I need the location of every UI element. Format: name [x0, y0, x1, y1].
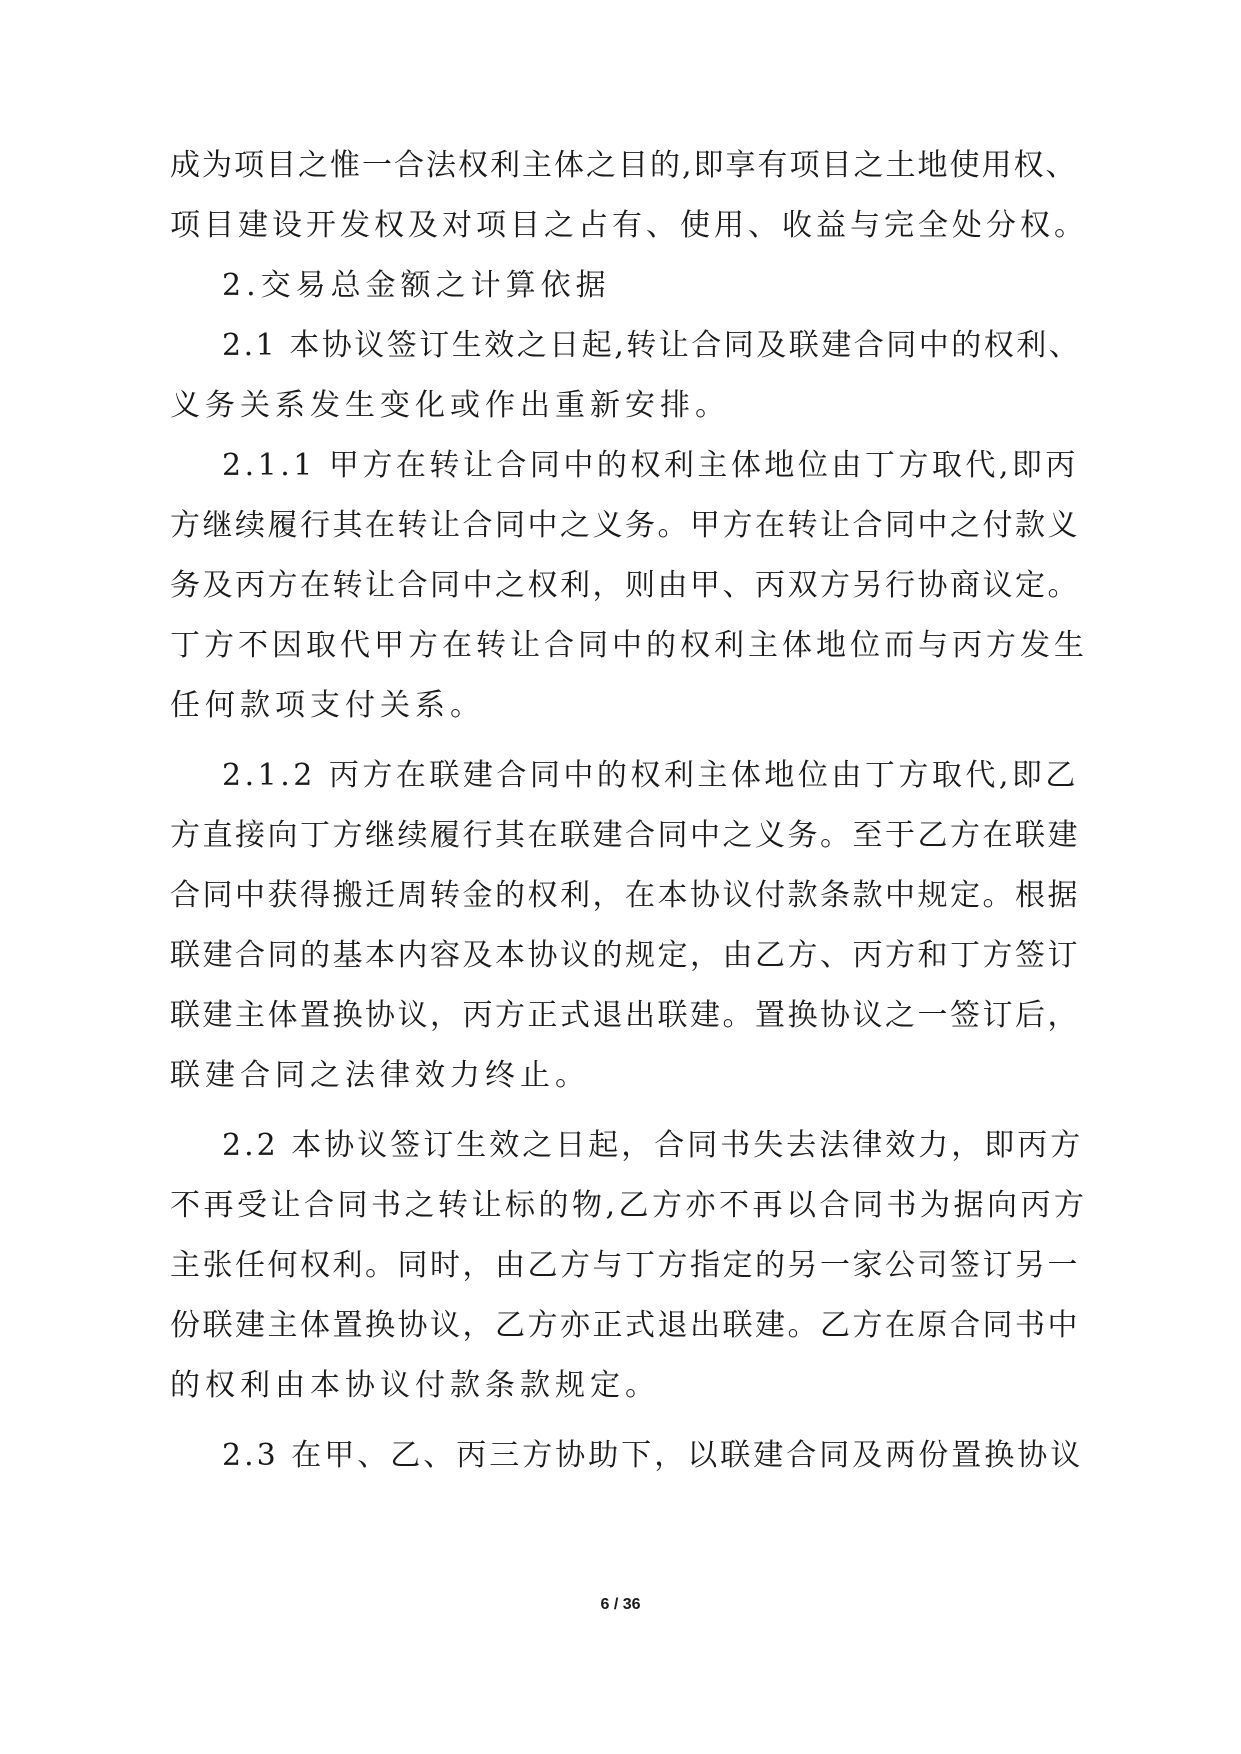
text-line: 2.1.1 甲方在转让合同中的权利主体地位由丁方取代,即丙 [222, 448, 1079, 483]
text-line: 成为项目之惟一合法权利主体之目的,即享有项目之土地使用权、 [170, 148, 1078, 183]
text-line: 务及丙方在转让合同中之权利，则由甲、丙双方另行协商议定。 [170, 568, 1080, 603]
section-heading: 2.交易总金额之计算依据 [222, 268, 611, 303]
text-line: 任何款项支付关系。 [170, 688, 485, 723]
text-line: 联建主体置换协议，丙方正式退出联建。置换协议之一签订后， [170, 998, 1080, 1033]
text-line: 方直接向丁方继续履行其在联建合同中之义务。至于乙方在联建 [170, 818, 1080, 853]
text-line: 联建合同的基本内容及本协议的规定，由乙方、丙方和丁方签订 [170, 938, 1080, 973]
text-line: 2.1.2 丙方在联建合同中的权利主体地位由丁方取代,即乙 [222, 758, 1079, 793]
text-line: 丁方不因取代甲方在转让合同中的权利主体地位而与丙方发生 [170, 628, 1088, 663]
text-line: 方继续履行其在转让合同中之义务。甲方在转让合同中之付款义 [170, 508, 1080, 543]
text-line: 2.3 在甲、乙、丙三方协助下，以联建合同及两份置换协议 [222, 1438, 1084, 1473]
text-line: 不再受让合同书之转让标的物,乙方亦不再以合同书为据向丙方 [170, 1188, 1088, 1223]
text-line: 联建合同之法律效力终止。 [170, 1058, 590, 1093]
text-line: 的权利由本协议付款条款规定。 [170, 1368, 660, 1403]
text-line: 2.1 本协议签订生效之日起,转让合同及联建合同中的权利、 [222, 328, 1082, 363]
page-number: 6 / 36 [600, 1596, 641, 1613]
text-line: 义务关系发生变化或作出重新安排。 [170, 388, 730, 423]
text-line: 份联建主体置换协议，乙方亦正式退出联建。乙方在原合同书中 [170, 1308, 1080, 1343]
text-line: 主张任何权利。同时，由乙方与丁方指定的另一家公司签订另一 [170, 1248, 1080, 1283]
text-line: 2.2 本协议签订生效之日起，合同书失去法律效力，即丙方 [222, 1128, 1084, 1163]
text-line: 项目建设开发权及对项目之占有、使用、收益与完全处分权。 [170, 208, 1088, 243]
text-line: 合同中获得搬迁周转金的权利，在本协议付款条款中规定。根据 [170, 878, 1080, 913]
